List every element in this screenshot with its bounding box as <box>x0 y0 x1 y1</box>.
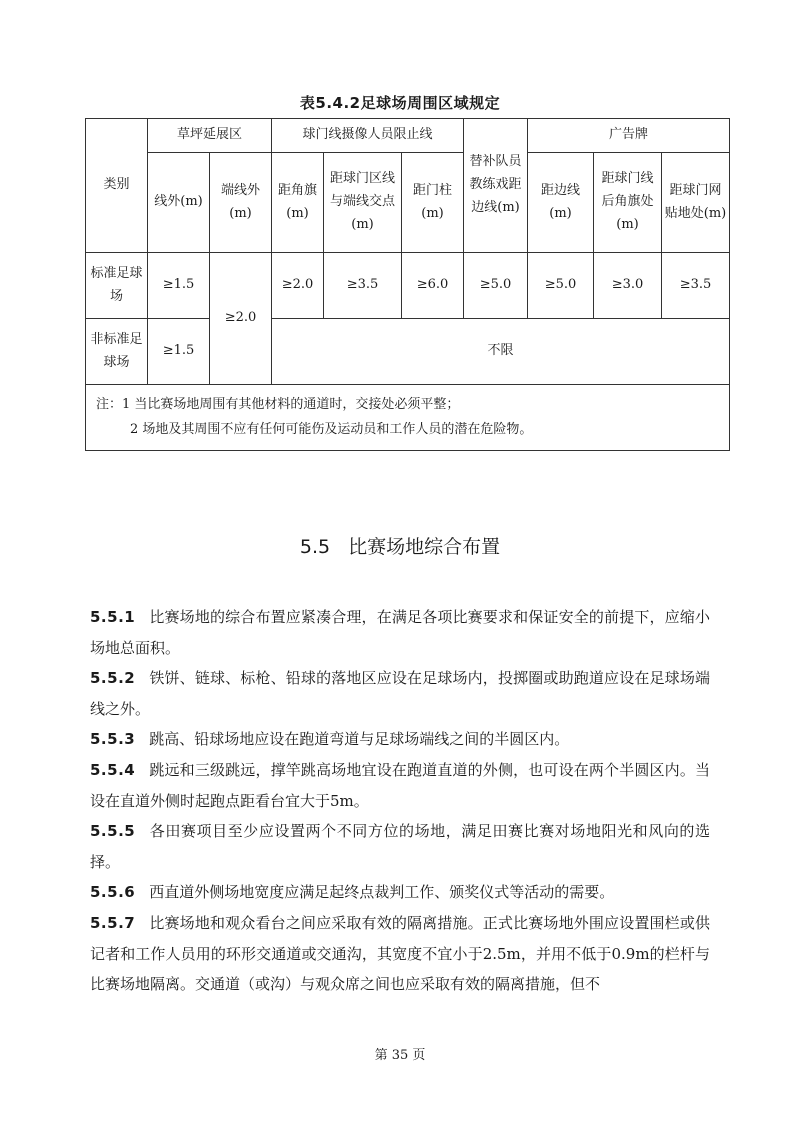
section-number: 5.5 <box>299 536 331 558</box>
clause-paragraph <box>90 663 710 724</box>
clause-number: 5.5.4 <box>90 760 136 779</box>
table-title: 表5.4.2足球场周围区域规定 <box>299 94 501 112</box>
cell-goal-area: ≥3.5 <box>324 253 402 319</box>
header-grass-group: 草坪延展区 <box>148 119 272 153</box>
clause-number: 5.5.7 <box>90 913 136 932</box>
section-title: 比赛场地综合布置 <box>348 536 501 558</box>
cell-ad-sideline: ≥5.0 <box>528 253 594 319</box>
header-corner-flag: 距角旗(m) <box>272 153 324 253</box>
clause-number: 5.5.1 <box>90 608 136 626</box>
page-number: 第 35 页 <box>374 1048 426 1063</box>
table-row <box>86 319 730 385</box>
cell-substitute: ≥5.0 <box>464 253 528 319</box>
header-end-out: 端线外(m) <box>210 153 272 253</box>
clause-number: 5.5.2 <box>90 669 136 688</box>
clause-number: 5.5.5 <box>90 822 136 841</box>
header-goal-group: 球门线摄像人员限止线 <box>272 119 464 153</box>
cell-corner-flag: ≥2.0 <box>272 253 324 319</box>
table-row <box>86 253 730 319</box>
cell-ad-goalline: ≥3.0 <box>594 253 662 319</box>
clause-number: 5.5.3 <box>90 730 136 749</box>
section-heading <box>0 532 800 559</box>
clause-paragraph <box>90 877 710 908</box>
clause-text: 跳高、铅球场地应设在跑道弯道与足球场端线之间的半圆区内。 <box>149 730 570 749</box>
note-line: 2 场地及其周围不应有任何可能伤及运动员和工作人员的潜在危险物。 <box>130 421 533 437</box>
clause-text: 跳远和三级跳远，撑竿跳高场地宜设在跑道直道的外侧，也可设在两个半圆区内。当设在直道外侧时起跑点距看台宜大于5m。 <box>90 760 710 810</box>
header-category: 类别 <box>86 119 148 253</box>
row-category: 标准足球场 <box>86 253 148 319</box>
clause-number: 5.5.6 <box>90 883 136 902</box>
header-ad-sideline: 距边线(m) <box>528 153 594 253</box>
header-ad-group: 广告牌 <box>528 119 730 153</box>
spec-table <box>85 118 730 451</box>
clause-text: 比赛场地的综合布置应紧凑合理，在满足各项比赛要求和保证安全的前提下，应缩小场地总面积。 <box>90 608 710 657</box>
clause-paragraph <box>90 755 710 816</box>
header-ad-net: 距球门网贴地处(m) <box>662 153 730 253</box>
cell-line-out: ≥1.5 <box>148 253 210 319</box>
header-substitute: 替补队员教练戏距边线(m) <box>464 119 528 253</box>
header-goal-post: 距门柱(m) <box>402 153 464 253</box>
clause-text: 铁饼、链球、标枪、铅球的落地区应设在足球场内，投掷圈或助跑道应设在足球场端线之外。 <box>90 669 710 718</box>
clause-paragraph <box>90 602 710 663</box>
cell-goal-post: ≥6.0 <box>402 253 464 319</box>
cell-line-out: ≥1.5 <box>148 319 210 385</box>
row-category: 非标准足球场 <box>86 319 148 385</box>
header-line-out: 线外(m) <box>148 153 210 253</box>
header-ad-goalline: 距球门线后角旗处(m) <box>594 153 662 253</box>
clause-list <box>90 602 710 1000</box>
cell-end-out: ≥2.0 <box>210 253 272 385</box>
clause-paragraph <box>90 816 710 877</box>
header-goal-area: 距球门区线与端线交点(m) <box>324 153 402 253</box>
clause-text: 西直道外侧场地宽度应满足起终点裁判工作、颁奖仪式等活动的需要。 <box>149 883 615 902</box>
clause-paragraph <box>90 724 710 755</box>
cell-unlimited: 不限 <box>272 319 730 385</box>
clause-text: 各田赛项目至少应设置两个不同方位的场地，满足田赛比赛对场地阳光和风向的选择。 <box>90 822 710 871</box>
clause-text: 比赛场地和观众看台之间应采取有效的隔离措施。正式比赛场地外围应设置围栏或供记者和工作人员用的环形交通道或交通沟，其宽度不宜小于2.5m，并用不低于0.9m的栏杆与比赛场地隔离。交通道（或沟）与观众席之间也应采取有效的隔离措施，但不 <box>90 913 710 994</box>
cell-ad-net: ≥3.5 <box>662 253 730 319</box>
note-line: 注：1 当比赛场地周围有其他材料的通道时，交接处必须平整； <box>96 396 460 412</box>
clause-paragraph <box>90 908 710 1000</box>
table-notes <box>86 385 730 451</box>
